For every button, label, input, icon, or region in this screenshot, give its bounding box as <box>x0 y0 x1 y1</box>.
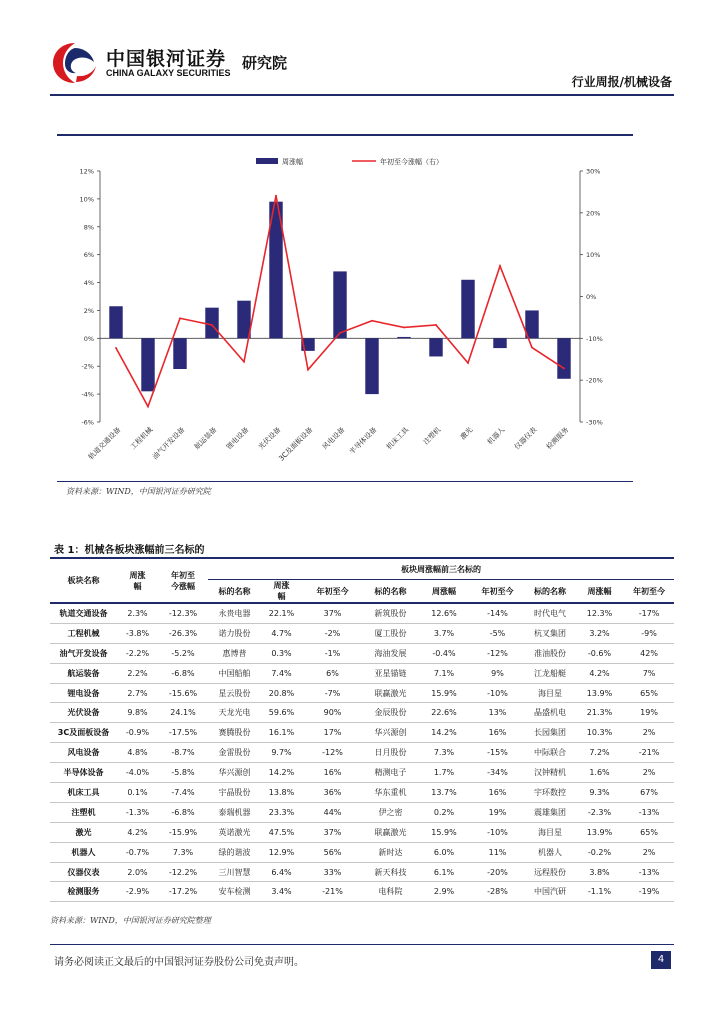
sector-name-cell: 机器人 <box>71 847 96 857</box>
header-stock1-week: 周涨 幅 <box>273 581 290 601</box>
table-cell: -8.7% <box>171 748 195 758</box>
header-divider <box>50 94 674 96</box>
table-cell: 20.8% <box>268 688 295 698</box>
table-cell: 远程股份 <box>534 867 566 877</box>
table-cell: 华兴源创 <box>374 728 407 738</box>
table-cell: 晶盛机电 <box>534 708 566 718</box>
category-label: 油气开发设备 <box>151 425 187 462</box>
table-row <box>50 842 674 862</box>
table-cell: 4.2% <box>127 827 148 837</box>
table-cell: -13% <box>638 867 660 877</box>
left-axis-tick-label: 2% <box>83 306 94 315</box>
header-stock3-name: 标的名称 <box>534 586 566 596</box>
table-cell: 3.7% <box>433 628 455 638</box>
line-point-ytd <box>531 347 533 349</box>
category-label: 半导体设备 <box>348 425 379 457</box>
table-cell: 0.2% <box>433 807 455 817</box>
right-axis-tick-label: 20% <box>586 209 601 218</box>
table-cell: -9% <box>641 628 657 638</box>
table-cell: 中国船舶 <box>218 668 251 678</box>
sector-top-stocks-table <box>50 557 674 902</box>
table-cell: 36% <box>323 787 342 797</box>
category-label: 航运装备 <box>192 425 219 452</box>
header-sector-ytd: 年初至 今涨幅 <box>158 558 208 603</box>
legend-swatch-bar <box>256 158 278 164</box>
header-stock2-name: 标的名称 <box>374 586 407 596</box>
table-cell: -5% <box>489 628 506 638</box>
table-cell: -10% <box>487 827 508 837</box>
table-row <box>50 822 674 842</box>
table-cell: 65% <box>640 827 658 837</box>
table-cell: 12.6% <box>431 608 457 618</box>
table-cell: 22.1% <box>268 608 295 618</box>
table-cell: 2.9% <box>433 887 455 897</box>
table-cell: 13% <box>488 708 507 718</box>
table-cell: 永贵电器 <box>218 608 251 618</box>
page-number: 4 <box>651 951 671 969</box>
sector-name-cell: 油气开发设备 <box>59 648 108 658</box>
table-cell: 泰瑞机器 <box>218 807 251 817</box>
table-cell: 亚星锚链 <box>374 668 407 678</box>
table-cell: 37% <box>323 608 342 618</box>
bar-week-change <box>237 301 250 339</box>
category-label: 光伏设备 <box>256 425 283 452</box>
table-cell: 3.8% <box>589 867 610 877</box>
table-cell: 7.4% <box>271 668 292 678</box>
table-cell: 4.2% <box>589 668 610 678</box>
table-cell: 宇晶股份 <box>218 787 251 797</box>
table-cell: -34% <box>487 768 508 778</box>
category-label: 仪器仪表 <box>512 425 539 452</box>
bar-week-change <box>333 271 346 338</box>
right-axis-tick-label: -10% <box>586 334 603 343</box>
report-type: 行业周报/机械设备 <box>571 75 672 89</box>
table-cell: 42% <box>640 648 658 658</box>
table-cell: 9% <box>491 668 504 678</box>
table-cell: -12.2% <box>168 867 198 877</box>
left-axis-tick-label: 8% <box>83 223 94 232</box>
table-cell: -15.6% <box>168 688 198 698</box>
table-cell: 7.2% <box>589 748 610 758</box>
table-cell: -17.2% <box>168 887 198 897</box>
table-cell: 海油发展 <box>374 648 407 658</box>
sector-name-cell: 工程机械 <box>67 628 100 638</box>
table-cell: 宇环数控 <box>534 787 566 797</box>
table-cell: 9.3% <box>589 787 610 797</box>
right-axis-tick-label: -20% <box>586 376 603 385</box>
table-cell: -13% <box>638 807 660 817</box>
sector-name-cell: 仪器仪表 <box>67 867 100 877</box>
table-cell: 13.7% <box>431 787 457 797</box>
table-row <box>50 623 674 643</box>
table-cell: -21% <box>322 887 343 897</box>
table-cell: 长园集团 <box>534 728 566 738</box>
sector-name-cell: 检测服务 <box>67 887 100 897</box>
table-cell: 时代电气 <box>534 608 566 618</box>
table-cell: -3.8% <box>125 628 150 638</box>
bar-week-change <box>109 306 122 338</box>
table-cell: 16% <box>323 768 342 778</box>
table-cell: 23.3% <box>268 807 295 817</box>
line-point-ytd <box>179 317 181 319</box>
right-axis-tick-label: -30% <box>586 418 603 427</box>
table-cell: 星云股份 <box>218 688 251 698</box>
header-stock2-week: 周涨幅 <box>432 586 456 596</box>
table-cell: -0.2% <box>587 847 612 857</box>
bar-week-change <box>141 338 154 391</box>
header-stock1-ytd: 年初至今 <box>316 586 349 596</box>
chart-bottom-divider <box>57 481 633 482</box>
table-cell: 59.6% <box>268 708 295 718</box>
line-point-ytd <box>147 406 149 408</box>
table-cell: 4.8% <box>127 748 148 758</box>
category-label: 检测服务 <box>544 425 571 452</box>
table-cell: 16% <box>488 787 507 797</box>
table-cell: 中国汽研 <box>534 887 566 897</box>
table-cell: 日月股份 <box>374 748 407 758</box>
header-stock2-ytd: 年初至今 <box>481 586 514 596</box>
left-axis-tick-label: 10% <box>79 195 94 204</box>
bar-week-change <box>205 308 218 339</box>
table-cell: 机器人 <box>538 847 562 857</box>
table-cell: 16.1% <box>268 728 295 738</box>
chart-top-divider <box>57 134 633 136</box>
table-cell: 7.3% <box>433 748 455 758</box>
table-cell: -0.9% <box>125 728 150 738</box>
table-cell: 4.7% <box>271 628 292 638</box>
sector-name-cell: 注塑机 <box>71 807 96 817</box>
table-cell: 2% <box>642 768 656 778</box>
bar-week-change <box>173 338 186 369</box>
table-cell: 12.3% <box>586 608 613 618</box>
table-cell: -20% <box>487 867 508 877</box>
table-cell: 2% <box>642 728 656 738</box>
table-cell: 6% <box>326 668 339 678</box>
table-row <box>50 683 674 703</box>
line-point-ytd <box>243 361 245 363</box>
table-cell: -5.2% <box>171 648 195 658</box>
category-label: 注塑机 <box>421 425 443 447</box>
category-label: 锂电设备 <box>224 425 251 452</box>
header-stock3-ytd: 年初至今 <box>633 586 666 596</box>
table-row <box>50 643 674 663</box>
category-label: 3C及面板设备 <box>277 425 315 463</box>
table-cell: 56% <box>323 847 342 857</box>
category-label: 轨道交通设备 <box>87 425 123 462</box>
table-row <box>50 743 674 763</box>
table-cell: -26.3% <box>168 628 198 638</box>
table-cell: 新天科技 <box>374 867 407 877</box>
right-axis-tick-label: 0% <box>586 293 597 301</box>
table-cell: -7.4% <box>171 787 195 797</box>
brand-subtitle: 研究院 <box>242 54 288 72</box>
table-cell: 33% <box>323 867 342 877</box>
table-cell: 金雷股份 <box>218 748 251 758</box>
table-cell: 汉钟精机 <box>534 768 566 778</box>
table-cell: -2.9% <box>125 887 150 897</box>
table-cell: 三川智慧 <box>218 867 251 877</box>
table-cell: 电科院 <box>378 887 403 897</box>
table-cell: -7% <box>324 688 341 698</box>
line-point-ytd <box>403 327 405 329</box>
footer-divider <box>50 944 674 945</box>
table-cell: 24.1% <box>170 708 196 718</box>
line-point-ytd <box>307 369 309 371</box>
header-group: 板块周涨幅前三名标的 <box>208 558 674 580</box>
table-cell: 金辰股份 <box>374 708 407 718</box>
table-cell: -15% <box>487 748 508 758</box>
table-row <box>50 763 674 783</box>
category-label: 激光 <box>458 425 475 442</box>
table-cell: 10.3% <box>586 728 613 738</box>
table-cell: 2.0% <box>127 867 148 877</box>
left-axis-tick-label: -2% <box>81 362 94 371</box>
table-cell: 6.0% <box>433 847 455 857</box>
table-cell: 13.9% <box>586 827 613 837</box>
table-cell: 3.2% <box>589 628 610 638</box>
table-cell: 44% <box>323 807 342 817</box>
header-stock1-name: 标的名称 <box>218 586 251 596</box>
table-cell: 厦工股份 <box>374 628 407 638</box>
left-axis-tick-label: 4% <box>83 279 94 288</box>
table-cell: 惠博普 <box>222 648 247 658</box>
brand-name-en: CHINA GALAXY SECURITIES <box>106 68 231 78</box>
table-cell: 9.8% <box>127 708 148 718</box>
legend-label-bar: 周涨幅 <box>282 158 303 166</box>
table-cell: -28% <box>487 887 508 897</box>
table-cell: 15.9% <box>431 688 457 698</box>
sector-name-cell: 轨道交通设备 <box>59 608 108 618</box>
sector-name-cell: 光伏设备 <box>67 708 100 718</box>
table-row <box>50 783 674 803</box>
line-point-ytd <box>211 324 213 326</box>
table-row <box>50 862 674 882</box>
sector-name-cell: 半导体设备 <box>63 768 104 778</box>
table-cell: 海目星 <box>538 688 562 698</box>
table-cell: 3.4% <box>271 887 292 897</box>
table-cell: 联赢激光 <box>374 688 407 698</box>
line-point-ytd <box>115 347 117 349</box>
line-point-ytd <box>467 362 469 364</box>
table-cell: -15.9% <box>168 827 198 837</box>
table-cell: -1% <box>324 648 341 658</box>
table-row <box>50 882 674 902</box>
table-cell: -10% <box>487 688 508 698</box>
chart-source-note: 资料来源：WIND，中国银河证券研究院 <box>66 487 211 496</box>
sector-name-cell: 锂电设备 <box>67 688 100 698</box>
table-cell: 精测电子 <box>374 768 407 778</box>
table-cell: 21.3% <box>586 708 613 718</box>
table-cell: -2% <box>324 628 341 638</box>
table-cell: -17% <box>638 608 660 618</box>
table-cell: 16% <box>488 728 507 738</box>
table-cell: 天龙光电 <box>218 708 251 718</box>
table-cell: -12% <box>487 648 508 658</box>
table-cell: 13.9% <box>586 688 613 698</box>
table-cell: 新时达 <box>378 847 403 857</box>
right-axis-tick-label: 10% <box>586 251 601 260</box>
table-cell: 准油股份 <box>534 648 566 658</box>
left-axis-tick-label: -6% <box>81 418 94 427</box>
table-cell: -6.8% <box>171 668 195 678</box>
table-cell: 47.5% <box>268 827 295 837</box>
table-cell: -0.7% <box>125 847 150 857</box>
table-cell: 1.7% <box>433 768 455 778</box>
table-cell: -12.3% <box>168 608 198 618</box>
line-point-ytd <box>499 265 501 267</box>
table-cell: 华东重机 <box>374 787 407 797</box>
header-stock3-week: 周涨幅 <box>587 586 612 596</box>
table-row <box>50 603 674 623</box>
line-point-ytd <box>371 320 373 322</box>
table-cell: 绿的谐波 <box>218 847 251 857</box>
table-cell: 赛腾股份 <box>218 728 251 738</box>
table-cell: -14% <box>487 608 508 618</box>
table-cell: 22.6% <box>431 708 457 718</box>
bar-week-change <box>461 280 474 339</box>
table-cell: 7.3% <box>172 847 194 857</box>
right-axis-tick-label: 30% <box>586 167 601 176</box>
table-cell: 2.7% <box>127 688 148 698</box>
table-cell: -21% <box>638 748 660 758</box>
sector-name-cell: 机床工具 <box>67 787 100 797</box>
table-cell: 华兴源创 <box>218 768 251 778</box>
category-label: 机器人 <box>485 425 507 447</box>
sector-name-cell: 航运装备 <box>67 668 100 678</box>
table-cell: 14.2% <box>431 728 457 738</box>
bar-week-change <box>429 338 442 356</box>
table-cell: -1.1% <box>587 887 612 897</box>
table-cell: 诺力股份 <box>218 628 251 638</box>
table-cell: 12.9% <box>268 847 295 857</box>
table-cell: -2.2% <box>125 648 150 658</box>
table-cell: -4.0% <box>125 768 150 778</box>
table-cell: 0.1% <box>127 787 148 797</box>
line-point-ytd <box>339 332 341 334</box>
legend-label-line: 年初至今涨幅（右） <box>380 158 443 166</box>
table-cell: 安车检测 <box>218 887 251 897</box>
table-cell: 11% <box>488 847 507 857</box>
sector-performance-chart <box>56 150 616 480</box>
table-cell: -1.3% <box>125 807 150 817</box>
galaxy-logo-icon <box>50 40 100 86</box>
table-cell: -0.4% <box>432 648 456 658</box>
table-title: 表 1：机械各板块涨幅前三名标的 <box>54 545 205 556</box>
table-cell: 13.8% <box>268 787 295 797</box>
table-cell: 海目星 <box>538 827 562 837</box>
left-axis-tick-label: 12% <box>79 167 94 176</box>
table-cell: 新筑股份 <box>374 608 407 618</box>
table-source-note: 资料来源：WIND，中国银河证券研究院整理 <box>50 916 211 925</box>
table-cell: -12% <box>322 748 343 758</box>
bar-week-change <box>365 338 378 394</box>
table-cell: 9.7% <box>271 748 292 758</box>
table-cell: 伊之密 <box>378 807 403 817</box>
table-row <box>50 703 674 723</box>
header-sector-week: 周涨 幅 <box>117 558 158 603</box>
table-cell: 19% <box>488 807 507 817</box>
table-cell: 江龙船艇 <box>534 668 566 678</box>
table-cell: 2.2% <box>127 668 148 678</box>
table-cell: 7.1% <box>433 668 455 678</box>
table-cell: 2.3% <box>127 608 148 618</box>
table-cell: 90% <box>323 708 342 718</box>
table-cell: 65% <box>640 688 658 698</box>
disclaimer: 请务必阅读正文最后的中国银河证券股份公司免责声明。 <box>54 957 304 968</box>
bar-week-change <box>557 338 570 378</box>
category-label: 工程机械 <box>128 425 155 452</box>
sector-name-cell: 3C及面板设备 <box>57 728 110 738</box>
table-cell: 67% <box>640 787 658 797</box>
line-point-ytd <box>435 324 437 326</box>
table-cell: 37% <box>323 827 342 837</box>
left-axis-tick-label: 0% <box>83 334 94 343</box>
category-label: 机床工具 <box>384 425 411 452</box>
table-cell: 英诺激光 <box>218 827 251 837</box>
table-row <box>50 723 674 743</box>
left-axis-tick-label: -4% <box>81 390 94 399</box>
category-label: 风电设备 <box>320 425 347 452</box>
table-cell: 6.1% <box>433 867 455 877</box>
table-cell: 杭叉集团 <box>534 628 566 638</box>
bar-week-change <box>493 338 506 348</box>
table-cell: 14.2% <box>268 768 295 778</box>
table-cell: -0.6% <box>587 648 612 658</box>
table-cell: -5.8% <box>171 768 195 778</box>
bar-week-change <box>397 337 410 338</box>
table-cell: 联赢激光 <box>374 827 407 837</box>
line-point-ytd <box>563 368 565 370</box>
sector-name-cell: 激光 <box>75 827 92 837</box>
table-cell: 15.9% <box>431 827 457 837</box>
table-cell: 6.4% <box>271 867 292 877</box>
table-cell: 震雄集团 <box>534 807 566 817</box>
brand-name-cn: 中国银河证券 <box>106 48 227 70</box>
table-cell: -17.5% <box>168 728 198 738</box>
table-cell: 0.3% <box>271 648 292 658</box>
line-point-ytd <box>275 195 277 197</box>
table-cell: 17% <box>323 728 342 738</box>
table-cell: 2% <box>642 847 656 857</box>
table-cell: 19% <box>640 708 658 718</box>
header-sector: 板块名称 <box>50 558 117 603</box>
table-row <box>50 663 674 683</box>
left-axis-tick-label: 6% <box>83 251 94 260</box>
table-cell: -19% <box>638 887 660 897</box>
sector-name-cell: 风电设备 <box>67 748 100 758</box>
table-cell: 7% <box>642 668 656 678</box>
table-cell: 1.6% <box>589 768 610 778</box>
table-cell: -6.8% <box>171 807 195 817</box>
table-cell: 中际联合 <box>534 748 566 758</box>
table-row <box>50 802 674 822</box>
table-cell: -2.3% <box>587 807 612 817</box>
